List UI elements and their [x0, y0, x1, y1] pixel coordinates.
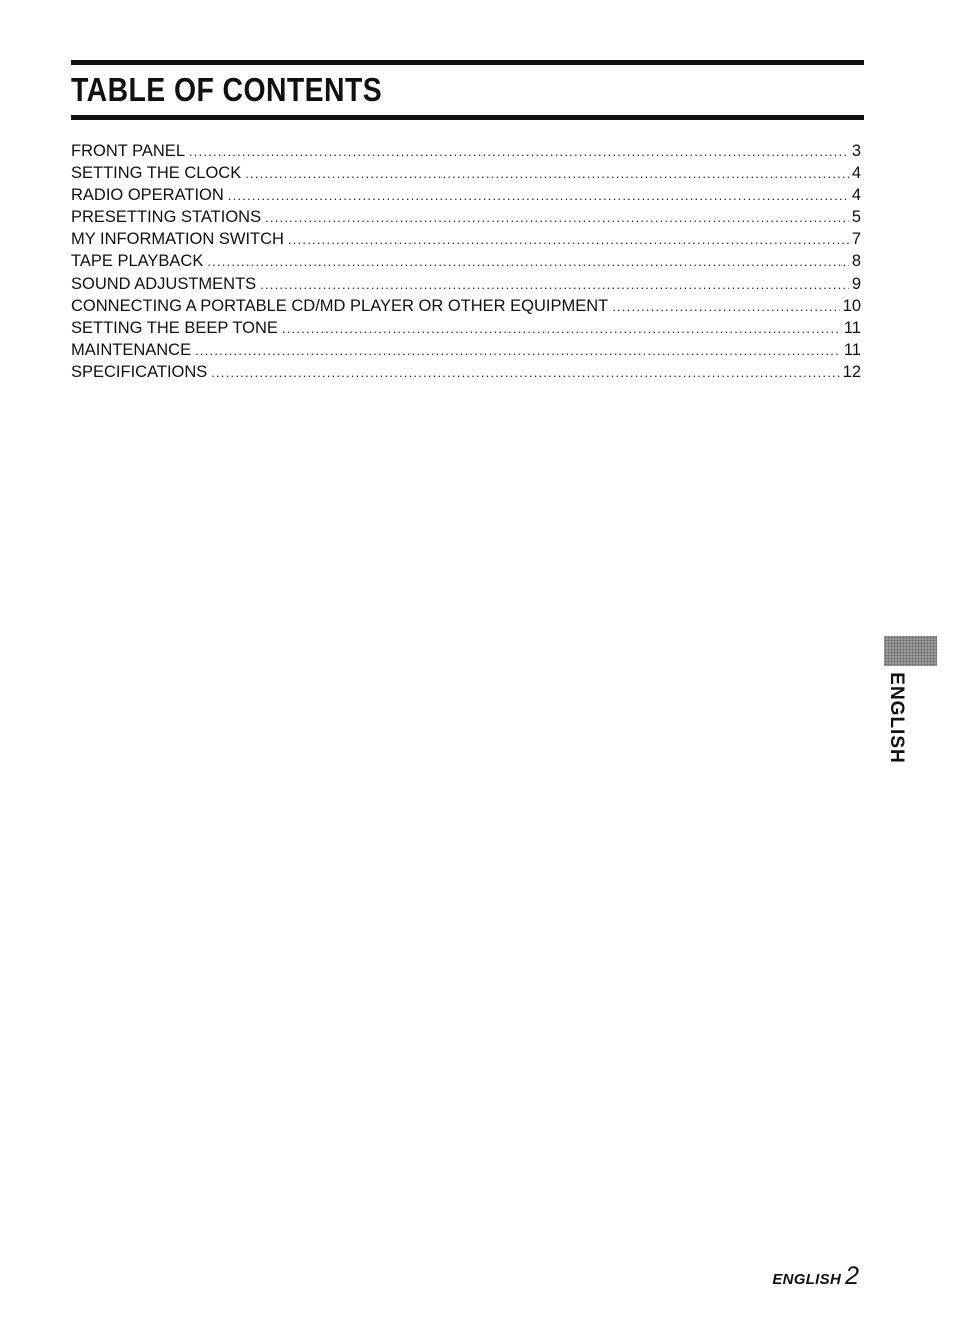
toc-entry-page: 11 — [843, 318, 861, 337]
toc-entry[interactable] — [71, 250, 861, 272]
toc-entry-page: 4 — [851, 186, 861, 205]
language-tab-marker — [884, 636, 937, 666]
toc-entry-label: PRESETTING STATIONS — [71, 208, 262, 227]
toc-entry-page: 7 — [851, 230, 861, 249]
toc-dot-leader — [612, 296, 839, 318]
toc-entry[interactable] — [71, 339, 861, 361]
toc-dot-leader — [282, 318, 841, 340]
toc-entry-label: SETTING THE BEEP TONE — [71, 318, 278, 337]
toc-dot-leader — [195, 340, 841, 362]
toc-entry-label: SETTING THE CLOCK — [71, 164, 242, 183]
toc-entry-label: MY INFORMATION SWITCH — [71, 230, 284, 249]
language-side-label — [882, 668, 910, 768]
toc-entry-label: TAPE PLAYBACK — [71, 252, 204, 271]
toc-dot-leader — [265, 207, 849, 229]
page-footer — [772, 1262, 859, 1291]
toc-entry[interactable] — [71, 206, 861, 228]
toc-entry[interactable] — [71, 184, 861, 206]
toc-dot-leader — [260, 274, 849, 296]
toc-entry-label: SOUND ADJUSTMENTS — [71, 274, 257, 293]
toc-dot-leader — [288, 229, 849, 251]
toc-entry[interactable] — [71, 361, 861, 383]
toc-entry[interactable] — [71, 162, 861, 184]
toc-entry[interactable] — [71, 140, 861, 162]
table-of-contents — [71, 140, 861, 383]
header-rule-top — [71, 60, 864, 65]
toc-entry-page: 10 — [842, 296, 861, 315]
toc-entry-label: SPECIFICATIONS — [71, 362, 208, 381]
toc-dot-leader — [211, 362, 839, 384]
toc-entry-page: 12 — [842, 362, 861, 381]
toc-dot-leader — [228, 185, 849, 207]
toc-entry[interactable] — [71, 317, 861, 339]
page-number: 2 — [845, 1262, 859, 1290]
toc-entry-label: RADIO OPERATION — [71, 186, 224, 205]
toc-entry[interactable] — [71, 273, 861, 295]
toc-dot-leader — [245, 163, 849, 185]
toc-entry-page: 11 — [843, 340, 861, 359]
toc-entry-page: 8 — [851, 252, 861, 271]
language-side-label-text: ENGLISH — [886, 672, 907, 764]
toc-entry-page: 4 — [851, 164, 861, 183]
toc-entry[interactable] — [71, 228, 861, 250]
toc-dot-leader — [189, 141, 849, 163]
page-title: TABLE OF CONTENTS — [71, 71, 383, 108]
footer-language: ENGLISH — [772, 1271, 842, 1288]
toc-entry-page: 9 — [851, 274, 861, 293]
toc-entry-label: MAINTENANCE — [71, 340, 192, 359]
toc-entry-page: 3 — [851, 142, 861, 160]
header-rule-bottom — [71, 115, 864, 120]
toc-dot-leader — [207, 251, 848, 273]
toc-entry-label: FRONT PANEL — [71, 142, 185, 160]
toc-entry-page: 5 — [851, 208, 861, 227]
toc-entry[interactable] — [71, 295, 861, 317]
toc-entry-label: CONNECTING A PORTABLE CD/MD PLAYER OR OTHER EQUIPMENT — [71, 296, 609, 315]
